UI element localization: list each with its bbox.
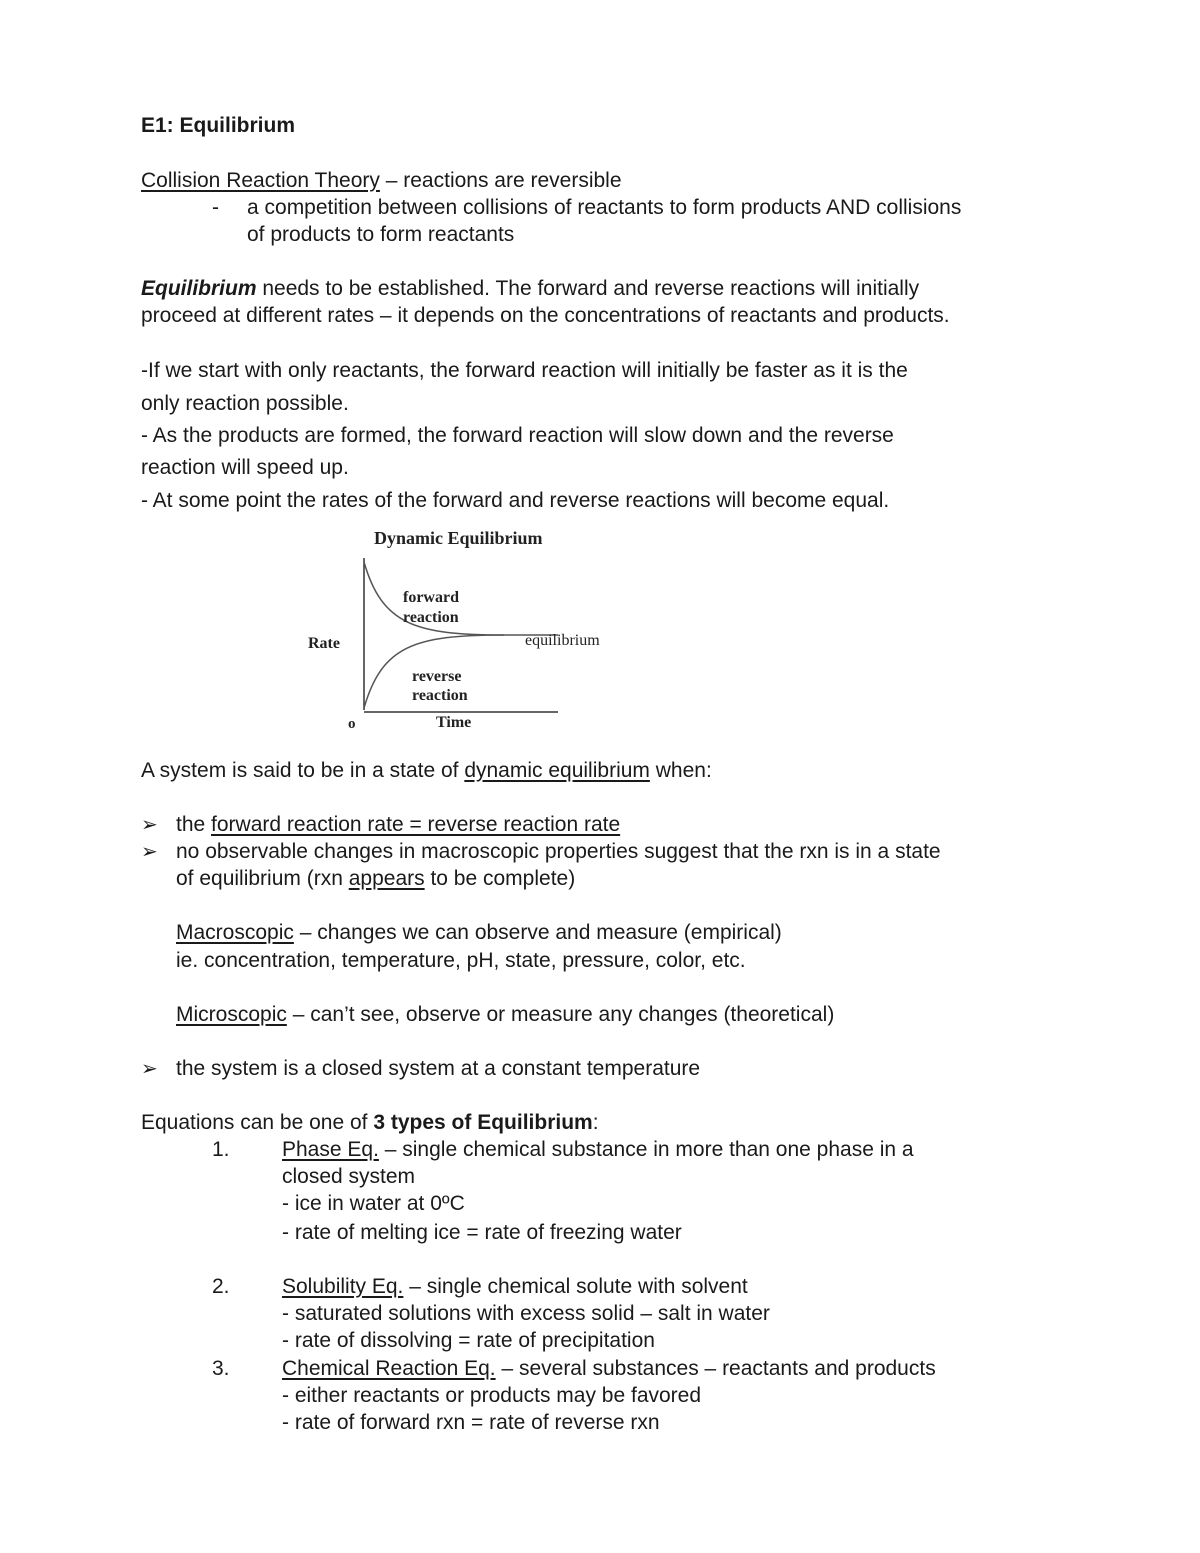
type-2-detail: - saturated solutions with excess solid – salt in water <box>282 1302 770 1325</box>
collision-bullet-line-2: of products to form reactants <box>247 223 515 246</box>
collision-theory-line <box>141 168 622 194</box>
type-1-detail: closed system <box>282 1165 416 1188</box>
equilibrium-para-line-2: proceed at different rates – it depends on the concentrations of reactants and products. <box>141 304 950 327</box>
type-2-detail: - rate of dissolving = rate of precipitation <box>282 1329 655 1352</box>
type-2-definition: – single chemical solute with solvent <box>403 1275 748 1298</box>
bullet-2-pre: of equilibrium (rxn <box>176 867 349 890</box>
type-1-number: 1. <box>212 1138 230 1161</box>
bullet-1 <box>176 812 620 838</box>
macroscopic-examples: ie. concentration, temperature, pH, state, pressure, color, etc. <box>176 949 746 972</box>
chart-x-label: Time <box>436 714 472 731</box>
type-1-term: Phase Eq. <box>282 1138 379 1161</box>
bullet-arrow-icon: ➢ <box>141 814 158 836</box>
equilibrium-term: Equilibrium <box>141 277 257 300</box>
type-1-definition: – single chemical substance in more than one phase in a <box>378 1138 914 1161</box>
types-intro <box>141 1110 599 1136</box>
page-title: E1: Equilibrium <box>141 114 296 137</box>
dynamic-intro-pre: A system is said to be in a state of <box>141 759 465 782</box>
point-2-line-2: reaction will speed up. <box>141 456 349 479</box>
dynamic-intro-post: when: <box>649 759 712 782</box>
reverse-label-line-1: reverse <box>412 668 462 685</box>
macroscopic-line <box>176 920 782 946</box>
macroscopic-term: Macroscopic <box>176 921 294 944</box>
chart-y-label: Rate <box>308 635 340 652</box>
dynamic-equilibrium-chart <box>296 522 636 737</box>
type-3-detail: - rate of forward rxn = rate of reverse rxn <box>282 1411 660 1434</box>
type-2-heading <box>282 1274 748 1300</box>
point-1-line-2: only reaction possible. <box>141 392 349 415</box>
bullet-1-underlined: forward reaction rate = reverse reaction rate <box>211 813 621 836</box>
bullet-2-appears: appears <box>348 867 425 890</box>
collision-bullet-line-1: a competition between collisions of reactants to form products AND collisions <box>247 196 962 219</box>
bullet-1-pre: the <box>176 813 212 836</box>
point-1-line-1: -If we start with only reactants, the forward reaction will initially be faster as it is the <box>141 359 908 382</box>
bullet-arrow-icon: ➢ <box>141 1058 158 1080</box>
bullet-2-line-1: no observable changes in macroscopic properties suggest that the rxn is in a state <box>176 840 941 863</box>
bullet-2-line-2 <box>176 866 575 892</box>
microscopic-term: Microscopic <box>176 1003 287 1026</box>
type-3-definition: – several substances – reactants and products <box>495 1357 936 1380</box>
macroscopic-definition: – changes we can observe and measure (empirical) <box>293 921 782 944</box>
chart-title: Dynamic Equilibrium <box>374 528 543 548</box>
type-1-detail: - rate of melting ice = rate of freezing water <box>282 1221 682 1244</box>
forward-label-line-2: reaction <box>403 609 459 626</box>
dynamic-equilibrium-term: dynamic equilibrium <box>464 759 650 782</box>
forward-label-line-1: forward <box>403 589 459 606</box>
type-3-detail: - either reactants or products may be favored <box>282 1384 702 1407</box>
dynamic-intro <box>141 758 712 784</box>
point-2-line-1: - As the products are formed, the forward reaction will slow down and the reverse <box>141 424 894 447</box>
equilibrium-annotation: equilibrium <box>525 632 600 649</box>
bullet-3: the system is a closed system at a constant temperature <box>176 1057 701 1080</box>
collision-bullet-dash: - <box>212 196 219 219</box>
equilibrium-para-line-1 <box>141 276 919 302</box>
type-2-number: 2. <box>212 1275 230 1298</box>
bullet-arrow-icon: ➢ <box>141 841 158 863</box>
reverse-label-line-2: reaction <box>412 687 468 704</box>
type-1-detail: - ice in water at 0ºC <box>282 1192 465 1215</box>
collision-theory-definition: – reactions are reversible <box>379 169 622 192</box>
type-3-number: 3. <box>212 1357 230 1380</box>
type-1-heading <box>282 1137 914 1163</box>
type-3-heading <box>282 1356 936 1382</box>
types-intro-bold: 3 types of Equilibrium <box>373 1111 593 1134</box>
chart-origin-label: o <box>348 716 356 732</box>
microscopic-line <box>176 1002 834 1028</box>
type-3-term: Chemical Reaction Eq. <box>282 1357 496 1380</box>
types-intro-pre: Equations can be one of <box>141 1111 374 1134</box>
point-3: - At some point the rates of the forward and reverse reactions will become equal. <box>141 489 890 512</box>
types-intro-post: : <box>592 1111 599 1134</box>
collision-theory-term: Collision Reaction Theory <box>141 169 380 192</box>
equilibrium-para-rest: needs to be established. The forward and reverse reactions will initially <box>256 277 920 300</box>
bullet-2-post: to be complete) <box>424 867 576 890</box>
microscopic-definition: – can’t see, observe or measure any changes (theoretical) <box>286 1003 835 1026</box>
type-2-term: Solubility Eq. <box>282 1275 404 1298</box>
